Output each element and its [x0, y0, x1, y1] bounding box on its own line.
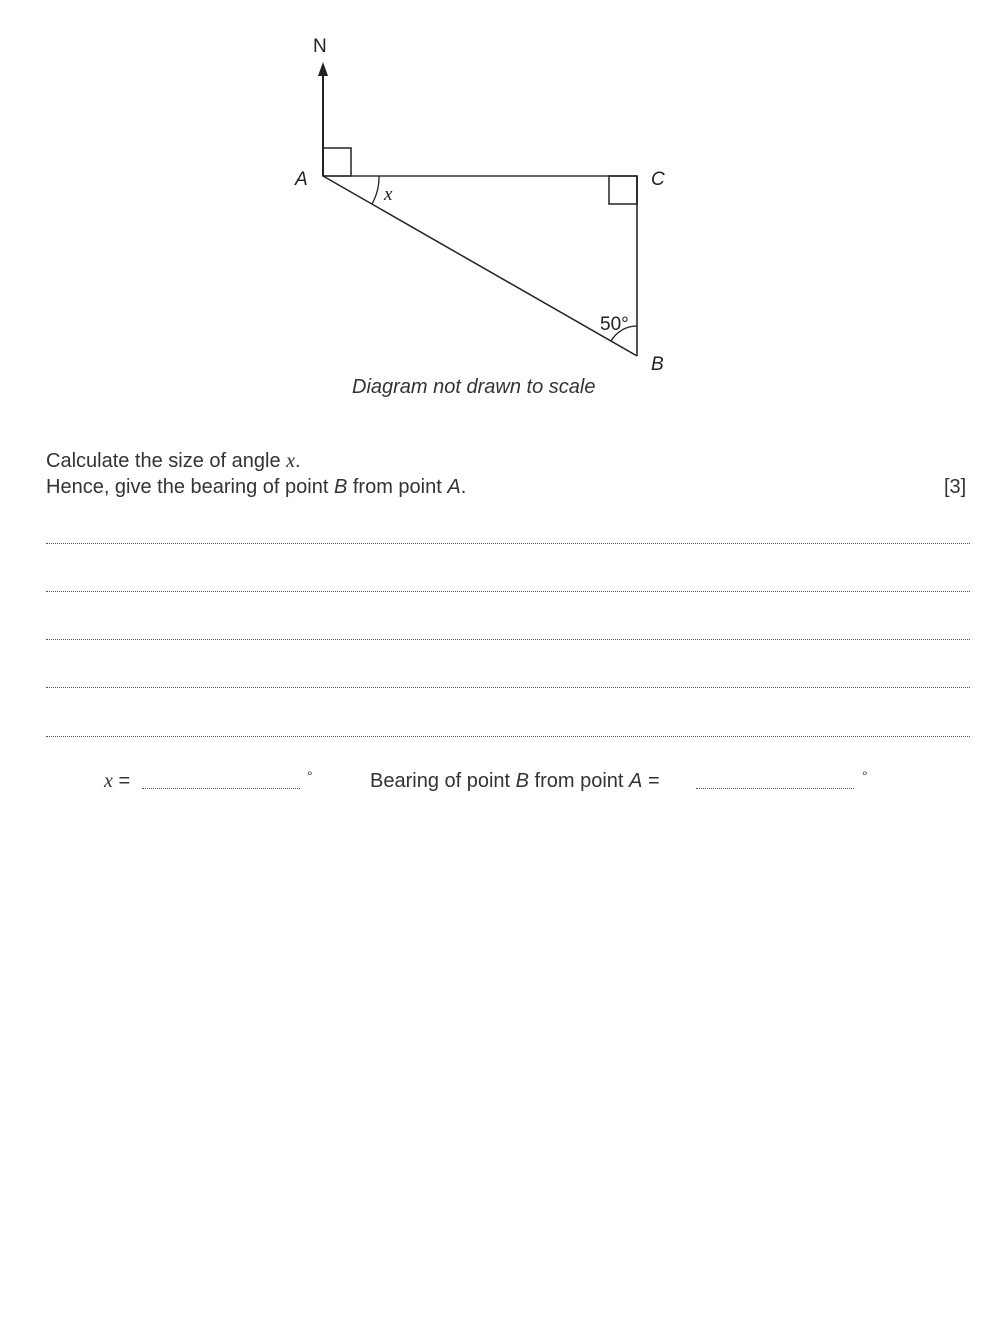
- point-b-ref: B: [333, 476, 348, 498]
- equals: =: [112, 770, 131, 792]
- x-degree-unit: °: [307, 768, 313, 784]
- point-a-ref: A: [447, 476, 461, 498]
- north-label: N: [313, 36, 327, 57]
- bearing-answer-field[interactable]: [696, 788, 854, 789]
- north-arrowhead-icon: [318, 62, 328, 76]
- answer-line-1[interactable]: [46, 543, 970, 544]
- question-text: from point: [347, 476, 448, 498]
- diagram-caption: Diagram not drawn to scale: [352, 376, 596, 398]
- line-ab: [323, 176, 637, 356]
- point-b-ref: B: [515, 770, 529, 792]
- answer-line-4[interactable]: [46, 687, 970, 688]
- right-angle-a: [323, 148, 351, 176]
- bearing-degree-unit: °: [862, 768, 868, 784]
- right-angle-c: [609, 176, 637, 204]
- point-c-label: C: [651, 169, 665, 190]
- point-b-label: B: [651, 354, 664, 375]
- question-line-1: [46, 450, 301, 473]
- question-line-2: [46, 476, 466, 499]
- bearing-answer-label: [370, 770, 660, 793]
- answer-line-2[interactable]: [46, 591, 970, 592]
- question-text: Hence, give the bearing of point: [46, 476, 334, 498]
- question-text: Calculate the size of angle: [46, 450, 287, 472]
- bearing-diagram: [0, 0, 1000, 420]
- variable-x: x: [286, 450, 296, 472]
- answer-line-3[interactable]: [46, 639, 970, 640]
- x-answer-label: [104, 770, 130, 793]
- angle-b-label: 50°: [600, 314, 629, 335]
- angle-x-arc: [372, 176, 379, 204]
- x-answer-field[interactable]: [142, 788, 300, 789]
- variable-x: x: [104, 770, 113, 792]
- answer-line-5[interactable]: [46, 736, 970, 737]
- punctuation: .: [460, 476, 467, 498]
- equals: =: [642, 770, 660, 792]
- label-text: Bearing of point: [370, 770, 516, 792]
- point-a-label: A: [295, 169, 308, 190]
- angle-x-label: x: [384, 184, 393, 205]
- punctuation: .: [295, 450, 301, 472]
- label-text: from point: [529, 770, 630, 792]
- marks-badge: [3]: [944, 476, 967, 498]
- point-a-ref: A: [629, 770, 643, 792]
